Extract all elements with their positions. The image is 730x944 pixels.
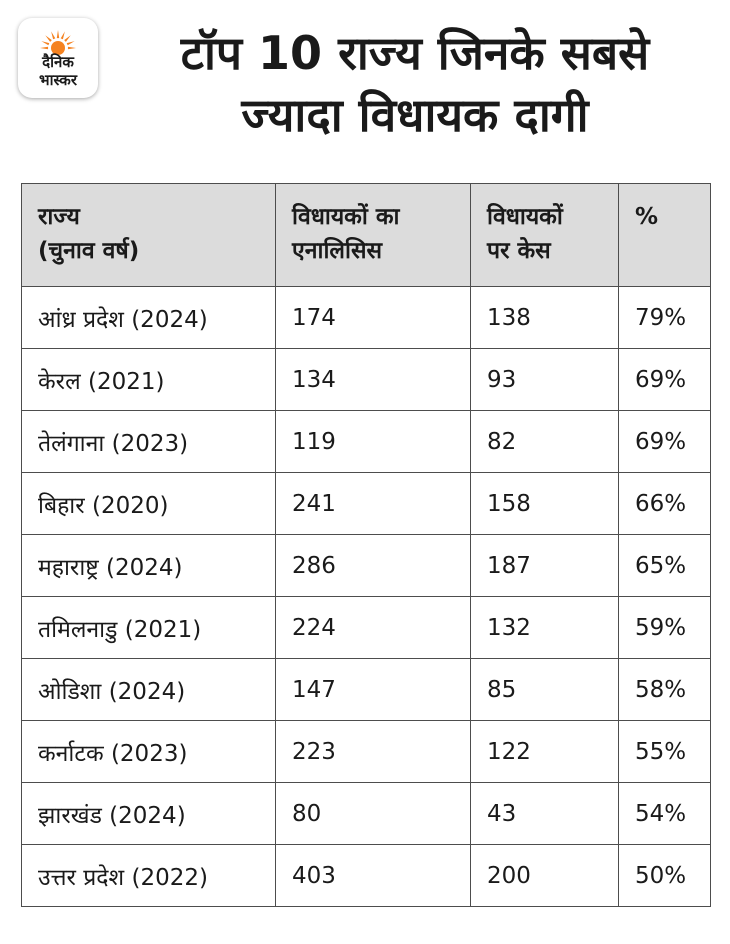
cell-state: आंध्र प्रदेश (2024) <box>22 287 276 349</box>
cell-percent: 50% <box>619 845 711 907</box>
cell-percent: 55% <box>619 721 711 783</box>
cell-percent: 59% <box>619 597 711 659</box>
cell-percent: 79% <box>619 287 711 349</box>
cell-percent: 54% <box>619 783 711 845</box>
cell-state: झारखंड (2024) <box>22 783 276 845</box>
table-header-row <box>22 184 711 287</box>
cell-analysed: 134 <box>276 349 471 411</box>
table-row <box>22 597 711 659</box>
tainted-mla-table <box>21 183 711 907</box>
logo-text-line1: दैनिक <box>42 53 74 71</box>
cell-state: बिहार (2020) <box>22 473 276 535</box>
cell-state: महाराष्ट्र (2024) <box>22 535 276 597</box>
brand-logo <box>18 18 98 98</box>
table-row <box>22 473 711 535</box>
header-state: राज्य (चुनाव वर्ष) <box>22 184 276 287</box>
table-row <box>22 287 711 349</box>
cell-percent: 69% <box>619 349 711 411</box>
cell-cases: 122 <box>471 721 619 783</box>
table-row <box>22 411 711 473</box>
cell-cases: 82 <box>471 411 619 473</box>
header-percent: % <box>619 184 711 287</box>
table-row <box>22 783 711 845</box>
cell-cases: 138 <box>471 287 619 349</box>
cell-analysed: 147 <box>276 659 471 721</box>
cell-percent: 66% <box>619 473 711 535</box>
table-row <box>22 535 711 597</box>
cell-state: तेलंगाना (2023) <box>22 411 276 473</box>
cell-percent: 69% <box>619 411 711 473</box>
logo-text-line2: भास्कर <box>39 71 77 89</box>
cell-cases: 200 <box>471 845 619 907</box>
cell-state: तमिलनाडु (2021) <box>22 597 276 659</box>
title-line2: ज्यादा विधायक दागी <box>241 88 589 142</box>
header-analysed: विधायकों का एनालिसिस <box>276 184 471 287</box>
cell-percent: 58% <box>619 659 711 721</box>
table-row <box>22 659 711 721</box>
cell-analysed: 403 <box>276 845 471 907</box>
cell-analysed: 286 <box>276 535 471 597</box>
cell-cases: 43 <box>471 783 619 845</box>
cell-state: केरल (2021) <box>22 349 276 411</box>
cell-analysed: 119 <box>276 411 471 473</box>
cell-analysed: 174 <box>276 287 471 349</box>
table-row <box>22 349 711 411</box>
cell-cases: 85 <box>471 659 619 721</box>
cell-percent: 65% <box>619 535 711 597</box>
cell-cases: 93 <box>471 349 619 411</box>
cell-cases: 132 <box>471 597 619 659</box>
cell-cases: 158 <box>471 473 619 535</box>
page-title <box>100 22 730 146</box>
table-row <box>22 721 711 783</box>
cell-analysed: 223 <box>276 721 471 783</box>
cell-state: उत्तर प्रदेश (2022) <box>22 845 276 907</box>
cell-state: कर्नाटक (2023) <box>22 721 276 783</box>
title-line1: टॉप 10 राज्य जिनके सबसे <box>180 26 650 80</box>
cell-analysed: 224 <box>276 597 471 659</box>
cell-cases: 187 <box>471 535 619 597</box>
cell-analysed: 80 <box>276 783 471 845</box>
cell-state: ओडिशा (2024) <box>22 659 276 721</box>
cell-analysed: 241 <box>276 473 471 535</box>
table-row <box>22 845 711 907</box>
header-cases: विधायकों पर केस <box>471 184 619 287</box>
